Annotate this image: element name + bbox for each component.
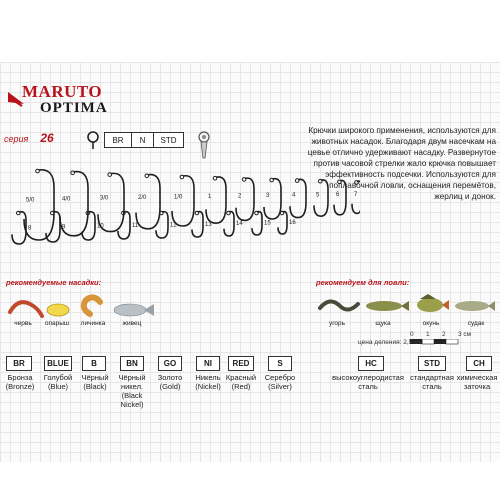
coating-box-blue: BLUE xyxy=(44,356,72,371)
coating-box-s: S xyxy=(268,356,292,371)
perch-icon xyxy=(417,294,449,312)
hook-size-label: 3 xyxy=(266,193,270,199)
fish-label-pike: щука xyxy=(375,320,391,327)
hook-size-7 xyxy=(264,178,281,219)
hook-size-chart xyxy=(10,160,360,260)
larva-icon xyxy=(84,297,100,314)
feature-label-std: стандартная сталь xyxy=(410,373,454,391)
coating-label-ni: Никель (Nickel) xyxy=(195,373,221,391)
type-box-std: STD xyxy=(154,132,184,148)
fish-label-eel: угорь xyxy=(328,320,346,327)
fish-illustration xyxy=(316,290,496,320)
hook-size-label: 15 xyxy=(264,220,271,227)
hook-size-11 xyxy=(352,181,360,214)
hook-size-label: 6 xyxy=(336,192,340,199)
coating-label-b: Чёрный (Black) xyxy=(81,373,109,391)
hook-size-label: 14 xyxy=(236,221,243,228)
coating-box-go: GO xyxy=(158,356,182,371)
maggot-icon xyxy=(47,304,69,316)
coating-box-br: BR xyxy=(6,356,32,371)
baits-illustration xyxy=(6,290,156,324)
hook-size-10 xyxy=(334,180,346,215)
scale-caption: цена деления: 2,5 мм xyxy=(358,339,424,346)
type-box-n: N xyxy=(132,132,154,148)
zander-icon xyxy=(455,301,495,311)
feature-box-ch: CH xyxy=(466,356,492,371)
series-number: 26 xyxy=(40,131,54,145)
fish-label-zander: судак xyxy=(467,320,485,327)
hook-size-label: 2 xyxy=(238,193,242,200)
fish-title: рекомендуем для ловли: xyxy=(316,278,410,287)
bait-label-maggot: опарыш xyxy=(44,320,70,327)
hook-size-6 xyxy=(236,178,254,221)
brand-optima: OPTIMA xyxy=(40,100,108,116)
scale-tick-2: 2 xyxy=(442,331,446,338)
scale-tick-3: 3 см xyxy=(458,331,472,338)
hook-size-3 xyxy=(136,174,160,229)
hook-size-label: 5/0 xyxy=(26,197,35,204)
scale-tick-1: 1 xyxy=(426,331,430,338)
type-box-br: BR xyxy=(104,132,132,148)
hook-size-label: 13 xyxy=(205,221,212,228)
bait-label-worm: червь xyxy=(14,320,32,327)
hook-size-label: 9 xyxy=(62,224,66,231)
brand-logo xyxy=(6,80,116,130)
hook-size-label: 11 xyxy=(132,222,139,229)
hook-size-label: 1 xyxy=(208,193,212,200)
eel-icon xyxy=(320,301,358,309)
fish-label-perch: окунь xyxy=(422,320,440,327)
hook-size-label: 12 xyxy=(170,222,177,229)
hook-size-9 xyxy=(314,179,328,216)
hook-size-label: 3/0 xyxy=(100,195,109,202)
hook-size-5 xyxy=(206,176,226,223)
feature-box-hc: HC xyxy=(358,356,384,371)
hook-size-19 xyxy=(252,211,271,235)
type-boxes xyxy=(104,132,184,148)
product-description: Крючки широкого применения, используются для животных насадок. Благодаря двум насечкам на цевье отлично удерживают насадку. Развернутое против часовой стрелки жало крючка повышает эффективность подсечки. Используются для поплавочной ловли, оснащения перемётов, жерлиц и донок. xyxy=(307,126,496,201)
ringed-eye-icon xyxy=(86,130,100,150)
feature-label-hc: высокоуглеродистая сталь xyxy=(332,373,404,391)
spade-eye-icon xyxy=(196,130,212,160)
series-word: серия xyxy=(4,134,29,144)
coating-label-blue: Голубой (Blue) xyxy=(43,373,73,391)
hook-size-13 xyxy=(46,211,66,242)
hook-size-label: 16 xyxy=(289,220,296,227)
hook-size-label: 7 xyxy=(354,191,358,198)
hook-size-label: 5 xyxy=(316,192,320,199)
series-label xyxy=(4,131,54,145)
hook-size-label: 2/0 xyxy=(138,195,147,202)
baits-title: рекомендуемые насадки: xyxy=(6,278,102,287)
baitfish-icon xyxy=(114,304,154,316)
pike-icon xyxy=(366,301,409,311)
coating-box-b: B xyxy=(82,356,106,371)
hook-size-label: 4 xyxy=(292,192,296,199)
hook-size-label: 8 xyxy=(28,225,32,232)
hook-size-8 xyxy=(290,179,306,218)
coating-box-bn: BN xyxy=(120,356,144,371)
coating-label-bn: Чёрный никел. (Black Nickel) xyxy=(118,373,146,409)
feature-box-std: STD xyxy=(418,356,446,371)
hook-size-12 xyxy=(12,211,32,244)
coating-box-red: RED xyxy=(228,356,254,371)
bait-label-baitfish: живец xyxy=(122,320,142,327)
hook-size-20 xyxy=(278,211,296,234)
hook-size-label: 4/0 xyxy=(62,196,71,203)
coating-label-go: Золото (Gold) xyxy=(157,373,183,391)
feature-label-ch: химическая заточка xyxy=(456,373,498,391)
hook-size-17 xyxy=(192,211,212,237)
coating-box-ni: NI xyxy=(196,356,220,371)
coating-label-red: Красный (Red) xyxy=(225,373,257,391)
hook-size-18 xyxy=(224,211,243,236)
hook-size-label: 10 xyxy=(97,223,104,230)
hook-size-label: 1/0 xyxy=(174,194,183,201)
bait-label-larva: личинка xyxy=(80,320,106,327)
brand-maruto: MARUTO xyxy=(22,82,103,101)
coating-label-s: Серебро (Silver) xyxy=(264,373,296,391)
scale-tick-0: 0 xyxy=(410,331,414,338)
worm-icon xyxy=(10,302,42,316)
coating-label-br: Бронза (Bronze) xyxy=(5,373,35,391)
